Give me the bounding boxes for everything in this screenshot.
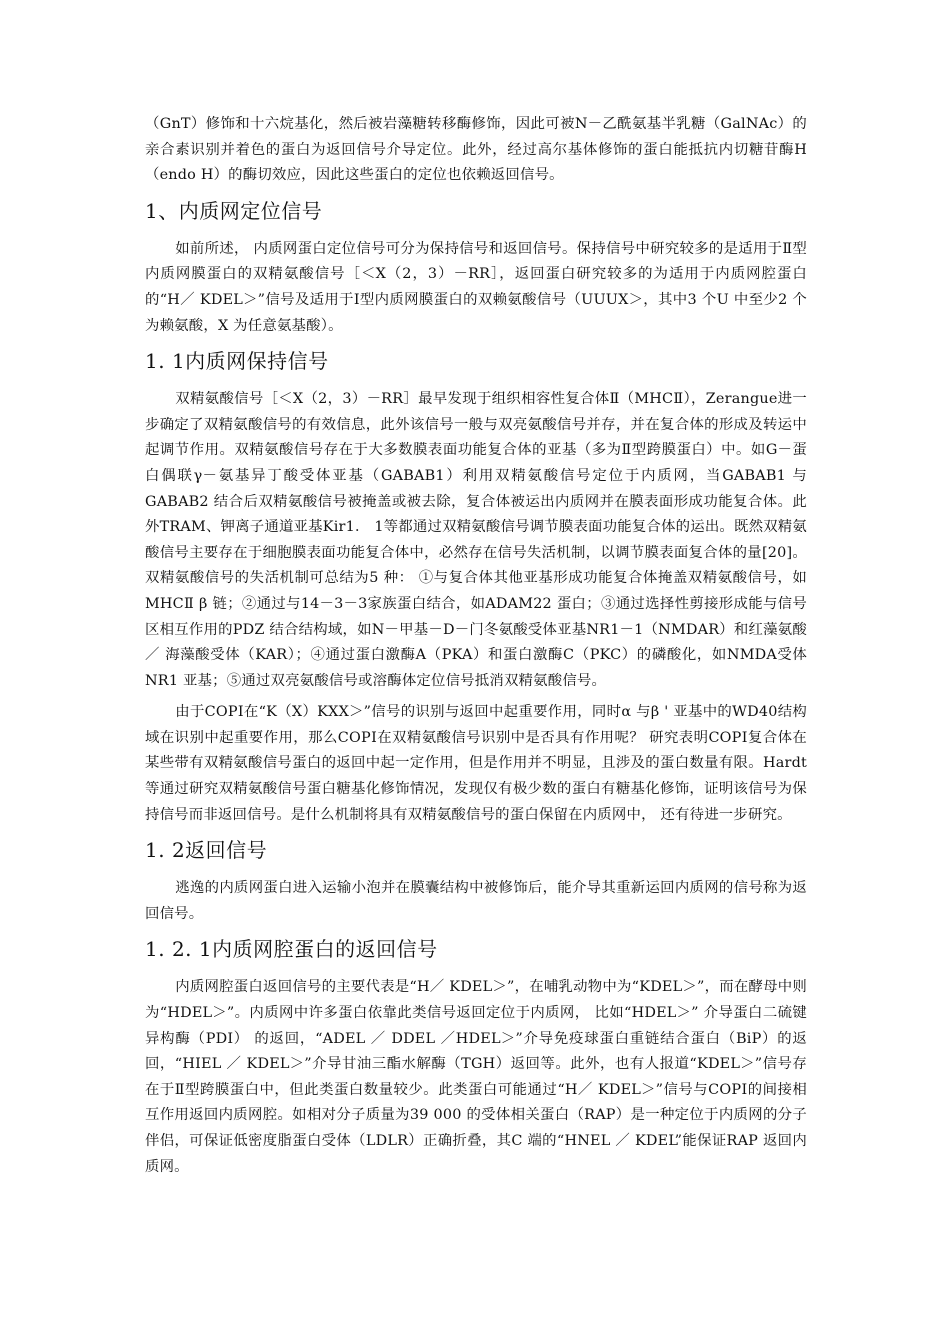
paragraph-er-localization: 如前所述， 内质网蛋白定位信号可分为保持信号和返回信号。保持信号中研究较多的是适用于Ⅱ型内质网膜蛋白的双精氨酸信号［＜X（2，3）－RR］，返回蛋白研究较多的为适用于内质网腔蛋白的“H／ KDEL＞”信号及适用于Ⅰ型内质网膜蛋白的双赖氨酸信号（UUUX＞，其中3 个U 中至少2 个为赖氨酸，X 为任意氨基酸）。 — [145, 240, 807, 334]
paragraph-copi-role: 由于COPⅠ在“K（X）KXX＞”信号的识别与返回中起重要作用，同时α 与β ' 亚基中的WD40结构域在识别中起重要作用，那么COPⅠ在双精氨酸信号识别中是否具有作用呢？ 研究表明COPⅠ复合体在某些带有双精氨酸信号蛋白的返回中起一定作用，但是作用并不明显，且涉及的蛋白数量有限。Hardt 等通过研究双精氨酸信号蛋白糖基化修饰情况，发现仅有极少数的蛋白有糖基化修饰，证明该信号为保持信号而非返回信号。是什么机制将具有双精氨酸信号的蛋白保留在内质网中， 还有待进一步研究。 — [145, 704, 807, 823]
document-page — [145, 112, 807, 1186]
heading-er-retention-signal: 1. 1内质网保持信号 — [145, 349, 329, 374]
heading-lumen-protein-retrieval: 1. 2. 1内质网腔蛋白的返回信号 — [145, 937, 438, 962]
paragraph-double-arginine: 双精氨酸信号［＜X（2，3）－RR］最早发现于组织相容性复合体Ⅱ（MHCⅡ），Zerangue进一步确定了双精氨酸信号的有效信息，此外该信号一般与双亮氨酸信号并存，并在复合体的形成及转运中起调节作用。双精氨酸信号存在于大多数膜表面功能复合体的亚基（多为Ⅱ型跨膜蛋白）中。如G－蛋白偶联γ－氨基异丁酸受体亚基（GABAB1）利用双精氨酸信号定位于内质网，当GABAB1 与GABAB2 结合后双精氨酸信号被掩盖或被去除，复合体被运出内质网并在膜表面形成功能复合体。此外TRAM、钾离子通道亚基Kir1． 1等都通过双精氨酸信号调节膜表面功能复合体的运出。既然双精氨酸信号主要存在于细胞膜表面功能复合体中，必然存在信号失活机制，以调节膜表面复合体的量[20]。双精氨酸信号的失活机制可总结为5 种： ①与复合体其他亚基形成功能复合体掩盖双精氨酸信号，如MHCⅡ β 链；②通过与14－3－3家族蛋白结合，如ADAM22 蛋白；③通过选择性剪接形成能与信号区相互作用的PDZ 结合结构域，如N－甲基－D－门冬氨酸受体亚基NR1－1（NMDAR）和红藻氨酸／ 海藻酸受体（KAR）；④通过蛋白激酶A（PKA）和蛋白激酶C（PKC）的磷酸化，如NMDA受体NR1 亚基；⑤通过双亮氨酸信号或溶酶体定位信号抵消双精氨酸信号。 — [145, 391, 807, 689]
paragraph-intro: （GnT）修饰和十六烷基化，然后被岩藻糖转移酶修饰，因此可被N－乙酰氨基半乳糖（GalNAc）的亲合素识别并着色的蛋白为返回信号介导定位。此外，经过高尔基体修饰的蛋白能抵抗内切糖苷酶H（endo H）的酶切效应，因此这些蛋白的定位也依赖返回信号。 — [145, 116, 807, 184]
paragraph-kdel-signal: 内质网腔蛋白返回信号的主要代表是“H／ KDEL＞”，在哺乳动物中为“KDEL＞”，而在酵母中则为“HDEL＞”。内质网中许多蛋白依靠此类信号返回定位于内质网， 比如“HDEL＞” 介导蛋白二硫键异构酶（PDI） 的返回，“ADEL ／ DDEL ／HDEL＞”介导免疫球蛋白重链结合蛋白（BiP）的返回，“HIEL ／ KDEL＞”介导甘油三酯水解酶（TGH）返回等。此外，也有人报道“KDEL＞”信号存在于Ⅱ型跨膜蛋白中，但此类蛋白数量较少。此类蛋白可能通过“H／ KDEL＞”信号与COPⅠ的间接相互作用返回内质网腔。如相对分子质量为39 000 的受体相关蛋白（RAP）是一种定位于内质网的分子伴侣，可保证低密度脂蛋白受体（LDLR）正确折叠，其C 端的“HNEL ／ KDEL”能保证RAP 返回内质网。 — [145, 979, 807, 1175]
paragraph-retrieval-definition: 逃逸的内质网蛋白进入运输小泡并在膜囊结构中被修饰后，能介导其重新运回内质网的信号称为返回信号。 — [145, 880, 807, 922]
heading-er-localization-signal: 1、内质网定位信号 — [145, 198, 323, 223]
heading-retrieval-signal: 1. 2返回信号 — [145, 838, 268, 863]
